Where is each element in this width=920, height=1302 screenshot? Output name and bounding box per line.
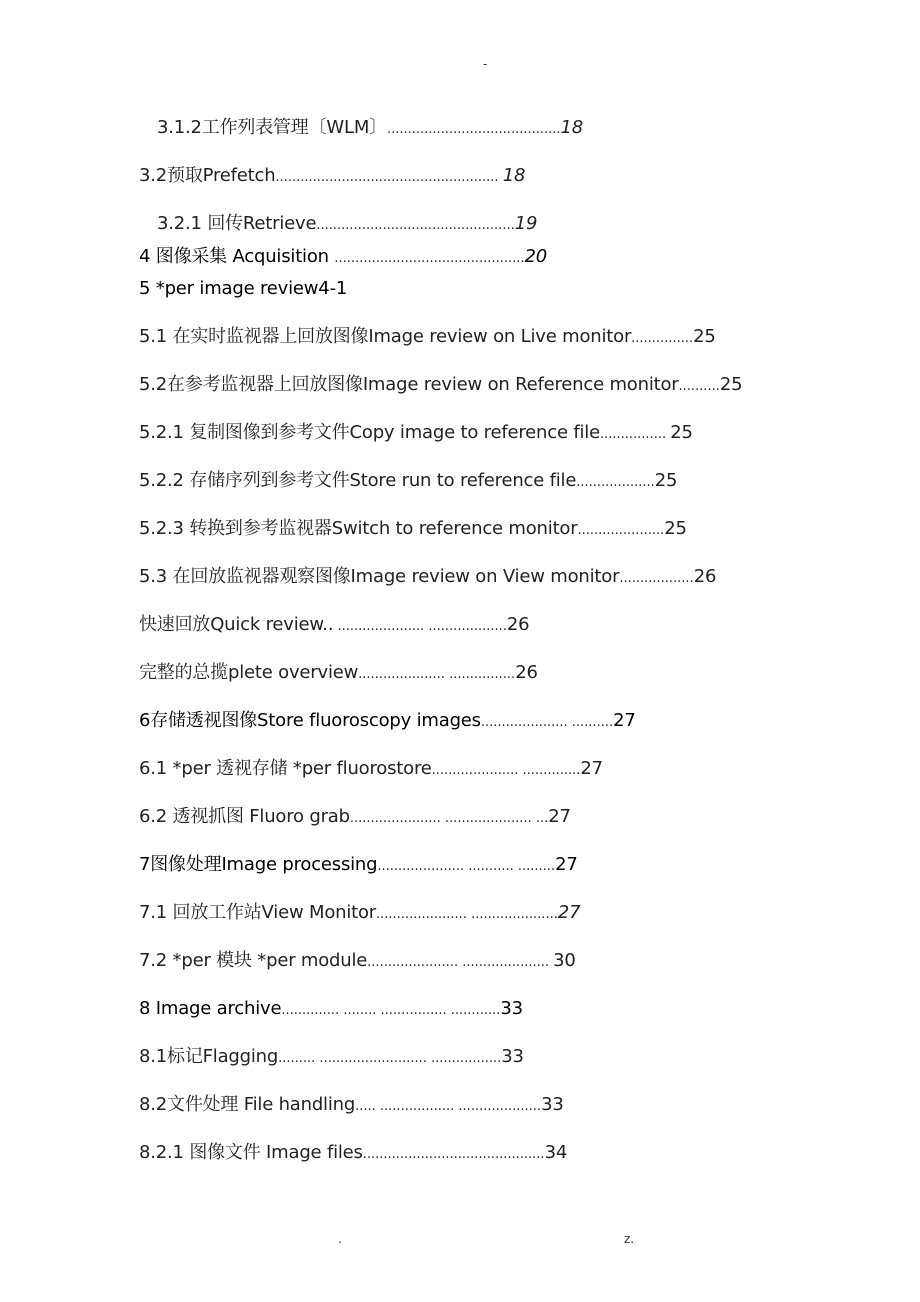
toc-entry xyxy=(139,325,716,351)
toc-entry xyxy=(139,164,525,190)
toc-title: 3.2预取Prefetch xyxy=(139,165,276,186)
toc-entry xyxy=(139,421,693,447)
toc-title: 5.2.1 复制图像到参考文件Copy image to reference file xyxy=(139,422,600,443)
footer-left-mark: . xyxy=(338,1232,342,1246)
toc-title: 7图像处理Image processing xyxy=(139,854,378,875)
toc-entry xyxy=(139,901,580,927)
toc-leader: .................. xyxy=(619,571,694,586)
toc-title: 8.2文件处理 File handling xyxy=(139,1094,356,1115)
toc-title: 8.2.1 图像文件 Image files xyxy=(139,1142,363,1163)
footer-right-mark: z. xyxy=(624,1232,635,1246)
toc-leader: .............................................. xyxy=(334,251,525,266)
toc-page-number: 25 xyxy=(693,326,716,347)
toc-entry xyxy=(139,997,523,1023)
toc-page-number: 18 xyxy=(502,165,526,186)
toc-leader: ............... xyxy=(631,331,694,346)
toc-title: 5.2.2 存储序列到参考文件Store run to reference file xyxy=(139,470,577,491)
header-mark: - xyxy=(483,57,488,71)
toc-entry xyxy=(139,949,576,975)
toc-page-number: 27 xyxy=(555,854,578,875)
toc-entry xyxy=(139,1141,567,1167)
toc-title: 5.1 在实时监视器上回放图像Image review on Live monitor xyxy=(139,326,632,347)
toc-page-number: 27 xyxy=(557,902,581,923)
toc-entry xyxy=(139,277,347,301)
toc-leader: ......... .......................... ................. xyxy=(278,1051,502,1066)
toc-title: 7.1 回放工作站View Monitor xyxy=(139,902,377,923)
toc-title: 4 图像采集 Acquisition xyxy=(139,246,335,267)
toc-leader: ................................................ xyxy=(316,218,515,233)
toc-entry xyxy=(139,853,578,879)
toc-entry xyxy=(139,1093,564,1119)
toc-page-number: 20 xyxy=(524,246,548,267)
toc-title: 5.2.3 转换到参考监视器Switch to reference monitor xyxy=(139,518,578,539)
toc-page-number: 26 xyxy=(515,662,538,683)
toc-page-number: 26 xyxy=(506,614,530,635)
toc-title: 5.2在参考监视器上回放图像Image review on Reference monitor xyxy=(139,374,679,395)
toc-leader: ..................... ........... ......... xyxy=(377,859,556,874)
toc-leader: ..... .................. .................... xyxy=(355,1099,542,1114)
toc-page-number: 25 xyxy=(670,422,693,443)
toc-title: 8.1标记Flagging xyxy=(139,1046,279,1067)
toc-leader: ................... xyxy=(576,475,655,490)
toc-page-number: 27 xyxy=(580,758,603,779)
toc-leader: .......... xyxy=(678,379,720,394)
toc-entry xyxy=(139,373,742,399)
toc-entry xyxy=(139,469,677,495)
toc-title: 快速回放Quick review.. xyxy=(139,614,334,635)
toc-title: 6存储透视图像Store fluoroscopy images xyxy=(139,710,481,731)
toc-leader: .............. ........ ................ ............ xyxy=(281,1003,501,1018)
toc-entry xyxy=(139,245,547,271)
toc-entry xyxy=(157,212,537,238)
toc-leader: ...................... ..................... xyxy=(376,907,558,922)
toc-leader: ...................................................... xyxy=(275,170,503,185)
toc-title: 完整的总揽plete overview xyxy=(139,662,359,683)
toc-page-number: 25 xyxy=(654,470,678,491)
toc-title: 3.2.1 回传Retrieve xyxy=(157,213,317,234)
toc-page-number: 27 xyxy=(613,710,636,731)
toc-page-number: 26 xyxy=(693,566,717,587)
toc-page-number: 33 xyxy=(541,1094,564,1115)
toc-title: 3.1.2工作列表管理〔WLM〕 xyxy=(157,117,387,138)
toc-leader: ..................... ................... xyxy=(333,619,507,634)
toc-page-number: 30 xyxy=(553,950,576,971)
toc-leader: ...................... ..................... ... xyxy=(349,811,549,826)
toc-page-number: 27 xyxy=(548,806,571,827)
toc-entry xyxy=(139,1045,524,1071)
toc-leader: ...................... ..................... xyxy=(367,955,554,970)
toc-entry xyxy=(139,709,636,735)
toc-page-number: 25 xyxy=(719,374,743,395)
toc-entry xyxy=(157,116,583,142)
toc-leader: ................ xyxy=(599,427,671,442)
toc-leader: ..................... xyxy=(577,523,665,538)
toc-leader: ..................... ................ xyxy=(358,667,516,682)
toc-title: 6.2 透视抓图 Fluoro grab xyxy=(139,806,350,827)
toc-page-number: 19 xyxy=(514,213,538,234)
toc-page-number: 33 xyxy=(501,1046,524,1067)
toc-entry xyxy=(139,613,529,639)
toc-page-number: 25 xyxy=(664,518,687,539)
toc-page-number: 33 xyxy=(500,998,523,1019)
toc-leader: ............................................ xyxy=(362,1147,545,1162)
toc-leader: .......................................... xyxy=(386,122,561,137)
toc-entry xyxy=(139,805,571,831)
toc-entry xyxy=(139,757,603,783)
toc-title: 8 Image archive xyxy=(139,998,282,1019)
toc-entry xyxy=(139,565,716,591)
toc-title: 5 *per image review4-1 xyxy=(139,278,348,299)
toc-entry xyxy=(139,517,687,543)
toc-leader: ..................... .......... xyxy=(480,715,614,730)
toc-page-number: 34 xyxy=(544,1142,568,1163)
toc-entry xyxy=(139,661,538,687)
toc-page-number: 18 xyxy=(560,117,584,138)
toc-leader: ..................... .............. xyxy=(431,763,581,778)
toc-title: 5.3 在回放监视器观察图像Image review on View monitor xyxy=(139,566,620,587)
toc-title: 7.2 *per 模块 *per module xyxy=(139,950,368,971)
toc-title: 6.1 *per 透视存储 *per fluorostore xyxy=(139,758,432,779)
